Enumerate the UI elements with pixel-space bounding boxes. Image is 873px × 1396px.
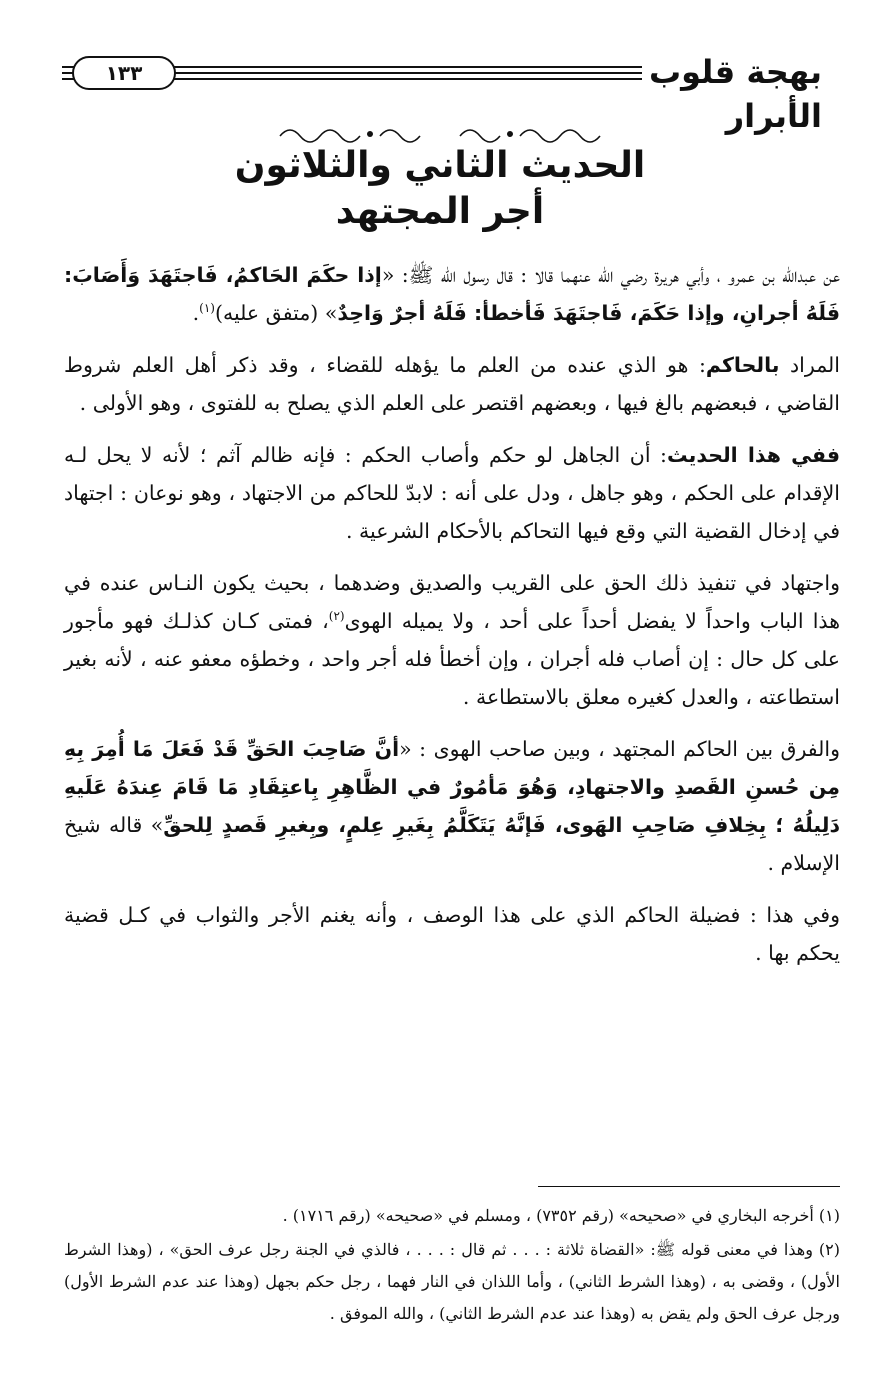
chapter-number: الحديث الثاني والثلاثون (234, 145, 646, 186)
body-paragraph (64, 436, 840, 550)
body-paragraph (64, 896, 840, 972)
body-text (64, 256, 840, 986)
paragraph-text: ، فمتى كـان كذلـك فهو مأجور على كل حال : إن أصاب فله أجران ، وإن أخطأ فله أجر واحد ، وخطؤه معفو عنه ، لأنه بغير استطاعته ، والعدل كغيره معلق بالاستطاعة . (64, 609, 840, 709)
footnote-reference: (٢) (328, 609, 345, 624)
footnote: (١) أخرجه البخاري في «صحيحه» (رقم ٧٣٥٢) ، ومسلم في «صحيحه» (رقم ١٧١٦) . (282, 1206, 840, 1225)
chapter-title: أجر المجتهد (335, 191, 545, 232)
emphasized-text: أنَّ صَاحِبَ الحَقِّ قَدْ فَعَلَ مَا أُمِرَ بِهِ مِن حُسنِ القَصدِ والاجتهادِ، وَهُوَ مَأمُورٌ في الظَّاهِرِ بِاعتِقَادِ مَا قَامَ عِندَهُ عَلَيهِ دَلِيلُهُ ؛ بِخِلافِ صَاحِبِ الهَوى، فَإنَّهُ يَتَكَلَّمُ بِغَيرِ عِلمٍ، وبِغيرِ قَصدٍ لِلحقِّ (64, 737, 840, 837)
body-paragraph (64, 256, 840, 332)
paragraph-text: واجتهاد في تنفيذ ذلك الحق على القريب والصديق وضدهما ، بحيث يكون النـاس عنده في هذا الباب واحداً لا يفضل أحداً على أحد ، ولا يميله الهوى (64, 571, 841, 633)
paragraph-text: . (192, 301, 200, 325)
body-paragraph (64, 730, 840, 882)
paragraph-text: وفي هذا : فضيلة الحاكم الذي على هذا الوصف ، وأنه يغنم الأجر والثواب في كـل قضية يحكم بها . (64, 903, 840, 965)
footnote-separator (538, 1186, 840, 1187)
book-title: بهجة قلوب الأبرار (649, 53, 822, 135)
paragraph-text: عن عبدالله بن عمرو ، وأبي هريرة رضي الله عنهما قالا : قال رسول الله ﷺ: « (381, 263, 840, 287)
footnote: (٢) وهذا في معنى قوله ﷺ: «القضاة ثلاثة : . . . ثم قال : . . . ، فالذي في الجنة رجل عرف الحق» ، (وهذا الشرط الأول) ، وقضى به ، (وهذا الشرط الثاني) ، وأما اللذان في النار فهما ، رجل حكم بجهل (وهذا عند عدم الشرط الأول) ورجل عرف الحق ولم يقض به (وهذا عند عدم الشرط الثاني) ، والله الموفق . (64, 1240, 840, 1323)
paragraph-text: والفرق بين الحاكم المجتهد ، وبين صاحب الهوى : « (399, 737, 840, 761)
running-header (62, 50, 822, 135)
emphasized-text: بالحاكم (705, 353, 780, 377)
paragraph-text: » قاله شيخ الإسلام . (64, 813, 840, 875)
emphasized-text: إذا حكَمَ الحَاكمُ، فَاجتَهَدَ وَأَصَابَ: فَلَهُ أجرانِ، وإذا حَكَمَ، فَاجتَهَدَ فَأخطأ: فَلَهُ أجرٌ وَاحِدٌ (64, 263, 840, 325)
paragraph-text: : أن الجاهل لو حكم وأصاب الحكم : فإنه ظالم آثم ؛ لأنه لا يحل لـه الإقدام على الحكم ، وهو جاهل ، ودل على أنه : لابدّ للحاكم من الاجتهاد ، وهو نوعان : اجتهاد في إدخال القضية التي وقع فيها التحاكم بالأحكام الشرعية . (64, 443, 840, 543)
footnotes (64, 1200, 840, 1332)
page-number: ١٣٣ (72, 56, 176, 90)
paragraph-text: » (متفق عليه) (214, 301, 338, 325)
paragraph-text: : هو الذي عنده من العلم ما يؤهله للقضاء ، وقد ذكر أهل العلم شروط القاضي ، فبعضهم بالغ فيها ، وبعضهم اقتصر على العلم الذي يصلح به للفتوى ، وهو الأولى . (64, 353, 840, 415)
emphasized-text: ففي هذا الحديث (666, 443, 841, 467)
chapter-heading (200, 120, 680, 240)
footnote-reference: (١) (199, 301, 215, 316)
body-paragraph (64, 346, 840, 422)
body-paragraph (64, 564, 840, 716)
paragraph-text: المراد (779, 353, 840, 377)
